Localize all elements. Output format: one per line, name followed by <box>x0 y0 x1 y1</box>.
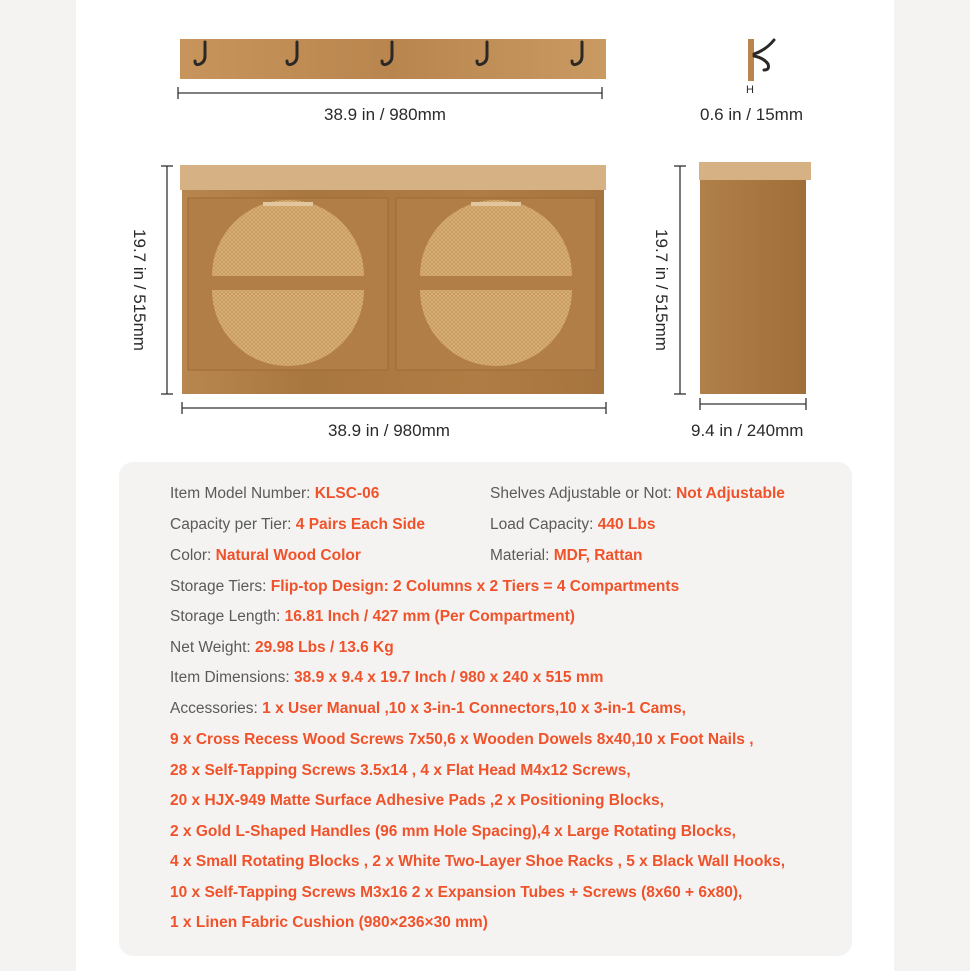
accessories-line: 28 x Self-Tapping Screws 3.5x14 , 4 x Flat Head M4x12 Screws, <box>170 762 631 779</box>
accessories-line: 4 x Small Rotating Blocks , 2 x White Two-Layer Shoe Racks , 5 x Black Wall Hooks, <box>170 853 786 870</box>
rack-width-label: 38.9 in / 980mm <box>324 105 446 124</box>
cabinet-side-illustration <box>670 158 820 420</box>
spec-weight: Net Weight: 29.98 Lbs / 13.6 Kg <box>170 639 394 656</box>
cabinet-height-front-label: 19.7 in / 515mm <box>130 229 149 351</box>
spec-capacity: Capacity per Tier: 4 Pairs Each Side <box>170 516 426 533</box>
spec-accessories: Accessories: 1 x User Manual ,10 x 3-in-1 Connectors,10 x 3-in-1 Cams, <box>170 700 686 717</box>
cabinet-front-illustration <box>150 158 620 420</box>
spec-color: Color: Natural Wood Color <box>170 547 361 564</box>
spec-tiers: Storage Tiers: Flip-top Design: 2 Columns x 2 Tiers = 4 Compartments <box>170 578 680 595</box>
cabinet-height-side-label: 19.7 in / 515mm <box>652 229 671 351</box>
accessories-line: 10 x Self-Tapping Screws M3x16 2 x Expansion Tubes + Screws (8x60 + 6x80), <box>170 884 743 901</box>
spec-item-dimensions: Item Dimensions: 38.9 x 9.4 x 19.7 Inch / 980 x 240 x 515 mm <box>170 669 604 686</box>
rack-depth-label: 0.6 in / 15mm <box>700 105 803 124</box>
spec-length: Storage Length: 16.81 Inch / 427 mm (Per Compartment) <box>170 608 575 625</box>
accessories-line: 2 x Gold L-Shaped Handles (96 mm Hole Spacing),4 x Large Rotating Blocks, <box>170 823 736 840</box>
cabinet-depth-label: 9.4 in / 240mm <box>691 421 804 440</box>
spec-model: Item Model Number: KLSC-06 <box>170 485 380 502</box>
spec-shelves: Shelves Adjustable or Not: Not Adjustable <box>490 485 785 502</box>
accessories-line: 1 x Linen Fabric Cushion (980×236×30 mm) <box>170 914 488 931</box>
accessories-line: 9 x Cross Recess Wood Screws 7x50,6 x Wooden Dowels 8x40,10 x Foot Nails , <box>170 731 754 748</box>
spec-load: Load Capacity: 440 Lbs <box>490 516 656 533</box>
accessories-line: 20 x HJX-949 Matte Surface Adhesive Pads ,2 x Positioning Blocks, <box>170 792 664 809</box>
spec-material: Material: MDF, Rattan <box>490 547 643 564</box>
hook-rack-front-illustration <box>170 30 620 105</box>
rack-depth-marker: H <box>746 84 754 96</box>
cabinet-width-label: 38.9 in / 980mm <box>328 421 450 440</box>
